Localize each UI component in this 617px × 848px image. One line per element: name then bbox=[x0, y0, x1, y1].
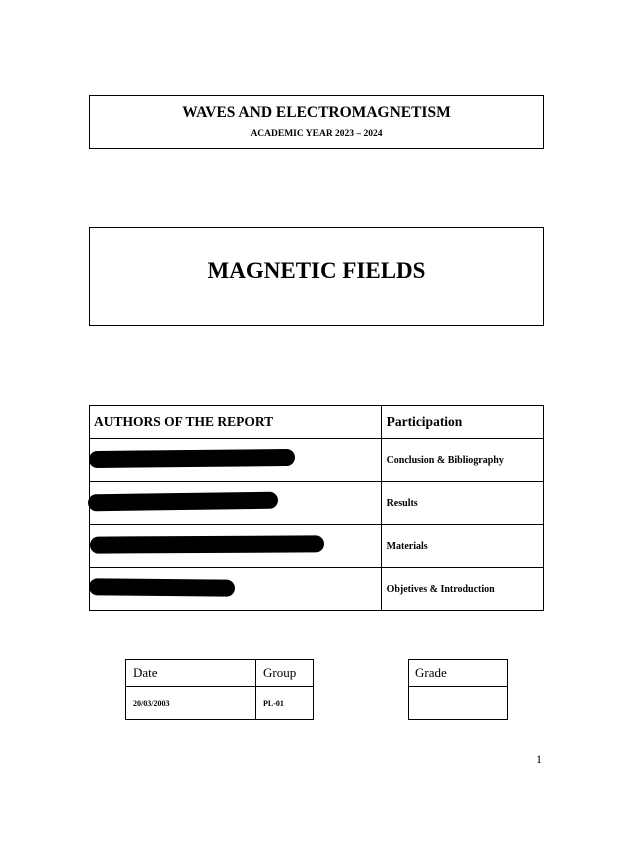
author-cell bbox=[90, 568, 382, 611]
participation-cell: Materials bbox=[381, 525, 543, 568]
date-group-table bbox=[125, 659, 314, 720]
table-row bbox=[90, 525, 544, 568]
participation-cell: Objetives & Introduction bbox=[381, 568, 543, 611]
table-row bbox=[90, 568, 544, 611]
author-cell bbox=[90, 525, 382, 568]
table-row bbox=[126, 687, 314, 720]
participation-cell: Results bbox=[381, 482, 543, 525]
grade-label: Grade bbox=[409, 660, 508, 687]
report-title: MAGNETIC FIELDS bbox=[207, 258, 426, 283]
author-cell bbox=[90, 482, 382, 525]
authors-header: AUTHORS OF THE REPORT bbox=[90, 406, 382, 439]
authors-table bbox=[89, 405, 544, 611]
redaction-mark bbox=[90, 535, 324, 553]
title-box bbox=[89, 227, 544, 326]
redaction-mark bbox=[89, 449, 295, 468]
table-header-row bbox=[126, 660, 314, 687]
course-title: WAVES AND ELECTROMAGNETISM bbox=[182, 104, 451, 121]
participation-header: Participation bbox=[381, 406, 543, 439]
table-row bbox=[409, 687, 508, 720]
group-value: PL-01 bbox=[256, 687, 314, 720]
date-label: Date bbox=[126, 660, 256, 687]
group-label: Group bbox=[256, 660, 314, 687]
participation-cell: Conclusion & Bibliography bbox=[381, 439, 543, 482]
date-value: 20/03/2003 bbox=[126, 687, 256, 720]
table-header-row bbox=[409, 660, 508, 687]
grade-table bbox=[408, 659, 508, 720]
table-header-row bbox=[90, 406, 544, 439]
grade-value bbox=[409, 687, 508, 720]
academic-year: ACADEMIC YEAR 2023 – 2024 bbox=[250, 129, 383, 139]
table-row bbox=[90, 482, 544, 525]
page-number: 1 bbox=[536, 752, 542, 766]
author-cell bbox=[90, 439, 382, 482]
header-box bbox=[89, 95, 544, 149]
redaction-mark bbox=[89, 578, 235, 597]
redaction-mark bbox=[88, 492, 278, 512]
table-row bbox=[90, 439, 544, 482]
